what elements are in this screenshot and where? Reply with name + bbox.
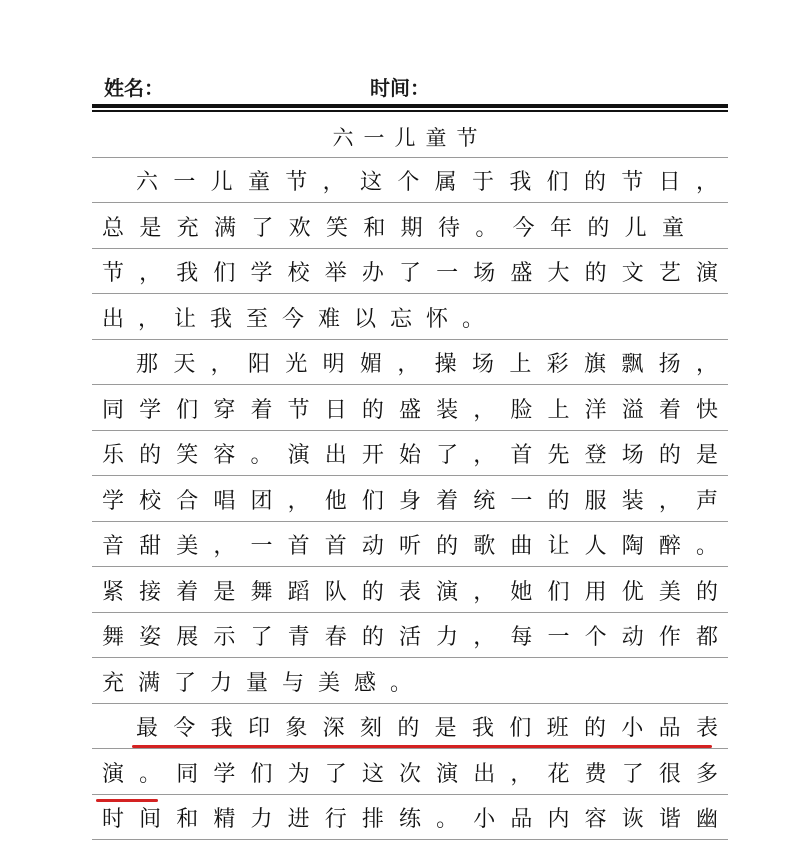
essay-line	[92, 749, 728, 795]
essay-line-text: 时间和精力进行排练。小品内容诙谐幽	[102, 807, 718, 832]
name-label: 姓名：	[104, 78, 164, 100]
essay-line-text: 那天，阳光明媚，操场上彩旗飘扬，	[136, 352, 718, 377]
essay-line-text: 紧接着是舞蹈队的表演，她们用优美的	[102, 579, 718, 605]
essay-title-line	[92, 112, 728, 158]
essay-title: 六一儿童节	[332, 125, 488, 150]
time-label: 时间：	[370, 78, 430, 100]
essay-line-text: 同学们穿着节日的盛装，脸上洋溢着快	[102, 397, 718, 423]
essay-line	[92, 476, 728, 522]
red-underline-mark	[132, 745, 712, 748]
essay-line	[92, 795, 728, 841]
essay-line	[92, 158, 728, 204]
essay-line-text: 充满了力量与美感。	[102, 670, 427, 696]
essay-line	[92, 203, 728, 249]
essay-line	[92, 567, 728, 613]
essay-line	[92, 658, 728, 704]
essay-line-text: 最令我印象深刻的是我们班的小品表	[136, 716, 718, 741]
essay-line	[92, 431, 728, 477]
essay-line-text: 舞姿展示了青春的活力，每一个动作都	[102, 625, 718, 650]
essay-line-text: 乐的笑容。演出开始了，首先登场的是	[102, 443, 718, 468]
header-rule-thick	[92, 104, 728, 108]
essay-line	[92, 613, 728, 659]
essay-line-text: 学校合唱团，他们身着统一的服装，声	[102, 488, 718, 514]
essay-line	[92, 385, 728, 431]
essay-line	[92, 522, 728, 568]
essay-line-text: 六一儿童节，这个属于我们的节日，	[136, 170, 718, 195]
essay-line-text: 音甜美，一首首动听的歌曲让人陶醉。	[102, 534, 718, 559]
essay-line-text: 节，我们学校举办了一场盛大的文艺演	[102, 261, 718, 286]
essay-line	[92, 249, 728, 295]
worksheet-header	[92, 70, 728, 104]
essay-line-text: 总是充满了欢笑和期待。今年的儿童	[102, 215, 684, 241]
essay-line-text: 出，让我至今难以忘怀。	[102, 306, 499, 332]
essay-line	[92, 294, 728, 340]
essay-line	[92, 340, 728, 386]
essay-line-text: 演。同学们为了这次演出，花费了很多	[102, 761, 718, 787]
essay-line	[92, 704, 728, 750]
ruled-essay-paper	[92, 112, 728, 840]
